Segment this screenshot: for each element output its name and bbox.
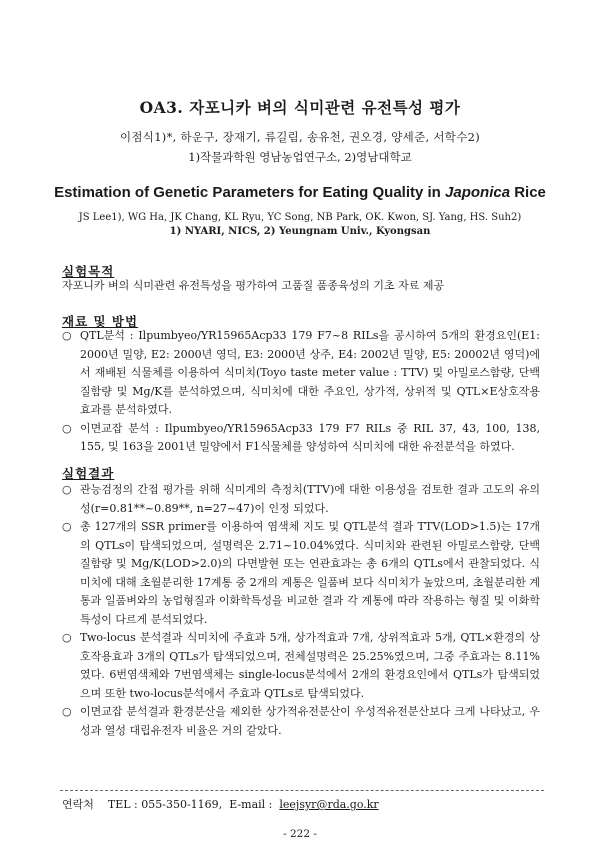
contact-tel: TEL : 055-350-1169, [107,798,223,811]
list-item: ○ 관능검정의 간접 평가를 위해 식미계의 측정치(TTV)에 대한 이용성을 검토한 결과 고도의 유의성(r=0.81**~0.89**, n=27~47)이 인정 되었다. [62,481,540,518]
section-heading-purpose: 실험목적 [62,264,115,279]
english-affiliations: 1) NYARI, NICS, 2) Yeungnam Univ., Kyongsan [169,226,431,237]
english-title-suffix: Rice [510,184,546,201]
section-heading-results: 실험결과 [62,466,115,481]
list-item: ○ Two-locus 분석결과 식미치에 주효과 5개, 상가적효과 7개, 상위적효과 5개, QTL×환경의 상호작용효과 3개의 QTLs가 탐색되었으며, 전체설명력은 25.25%였으며, 그중 주효과는 8.11%였다. 6번염색체와 7번염색체는 single-locus분석에서 2개의 환경요인에서 QTLs가 탐색되었으며 또한 two-locus분석에서 주효과 QTLs로 탐색되었다. [62,629,540,703]
bullet-circle-icon: ○ [62,329,72,342]
english-title [0,184,600,201]
section-heading-methods: 재료 및 방법 [62,314,139,329]
list-item: ○ 이면교잡 분석결과 환경분산을 제외한 상가적유전분산이 우성적유전분산보다 크게 나타났고, 우성과 열성 대립유전자 비율은 거의 같았다. [62,703,540,740]
english-authors: JS Lee1), WG Ha, JK Chang, KL Ryu, YC Song, NB Park, OK. Kwon, SJ. Yang, HS. Suh2) [78,212,522,223]
list-item: ○ QTL분석 : Ilpumbyeo/YR15965Acp33 179 F7~8 RILs을 공시하여 5개의 환경요인(E1: 2000년 밀양, E2: 2000년 영덕, E3: 2000년 상주, E4: 2002년 밀양, E5: 20002년 영덕)에서 재배된 식물체를 이용하여 식미치(Toyo taste meter value : TTV) 및 아밀로스함량, 단백질함량 및 Mg/K를 분석하였으며, 식미치에 대한 주요인, 상가적, 상위적 및 QTL×E상호작용 효과를 분석하였다. [62,327,540,420]
english-title-italic: Japonica [445,184,511,201]
bullet-circle-icon: ○ [62,631,72,644]
korean-affiliations: 1)작물과학원 영남농업연구소, 2)영남대학교 [188,150,412,164]
page-number: - 222 - [283,828,317,840]
contact-info [62,796,379,812]
bullet-circle-icon: ○ [62,705,72,718]
divider [60,790,544,791]
methods-list [62,327,540,457]
list-item: ○ 총 127개의 SSR primer를 이용하여 염색체 지도 및 QTL분석 결과 TTV(LOD>1.5)는 17개의 QTLs이 탐색되었으며, 설명력은 2.71~10.04%였다. 식미치와 관련된 아밀로스함량, 단백질함량 및 Mg/K(LOD>2.0)의 다면발현 또는 연관효과는 총 6개의 QTLs에서 관찰되었다. 식미치에 대해 초월분리한 17계통 중 2개의 계통은 일품벼 보다 식미치가 높았으며, 초월분리한 계통과 일품벼와의 농업형질과 이화학특성을 비교한 결과 각 계통에 따라 작용하는 형질 및 이화학특성이 다르게 분석되었다. [62,518,540,629]
purpose-text: 자포니카 벼의 식미관련 유전특성을 평가하여 고품질 품종육성의 기초 자료 제공 [62,279,445,292]
contact-email-label: E-mail : [229,798,273,811]
results-list [62,481,540,740]
korean-title: OA3. 자포니카 벼의 식미관련 유전특성 평가 [139,98,461,117]
contact-label: 연락처 [62,798,94,811]
english-title-prefix: Estimation of Genetic Parameters for Eating Quality in [54,184,446,201]
list-item: ○ 이면교잡 분석 : Ilpumbyeo/YR15965Acp33 179 F7 RILs 중 RIL 37, 43, 100, 138, 155, 및 163을 2001년 밀양에서 F1식물체를 양성하여 식미치에 대한 유전분석을 하였다. [62,420,540,457]
bullet-circle-icon: ○ [62,421,72,435]
bullet-circle-icon: ○ [62,483,72,496]
korean-authors: 이점식1)*, 하운구, 장재기, 류길림, 송유천, 권오경, 양세준, 서학수2) [119,130,481,144]
contact-email-link[interactable]: leejsyr@rda.go.kr [279,798,379,811]
bullet-circle-icon: ○ [62,520,72,533]
